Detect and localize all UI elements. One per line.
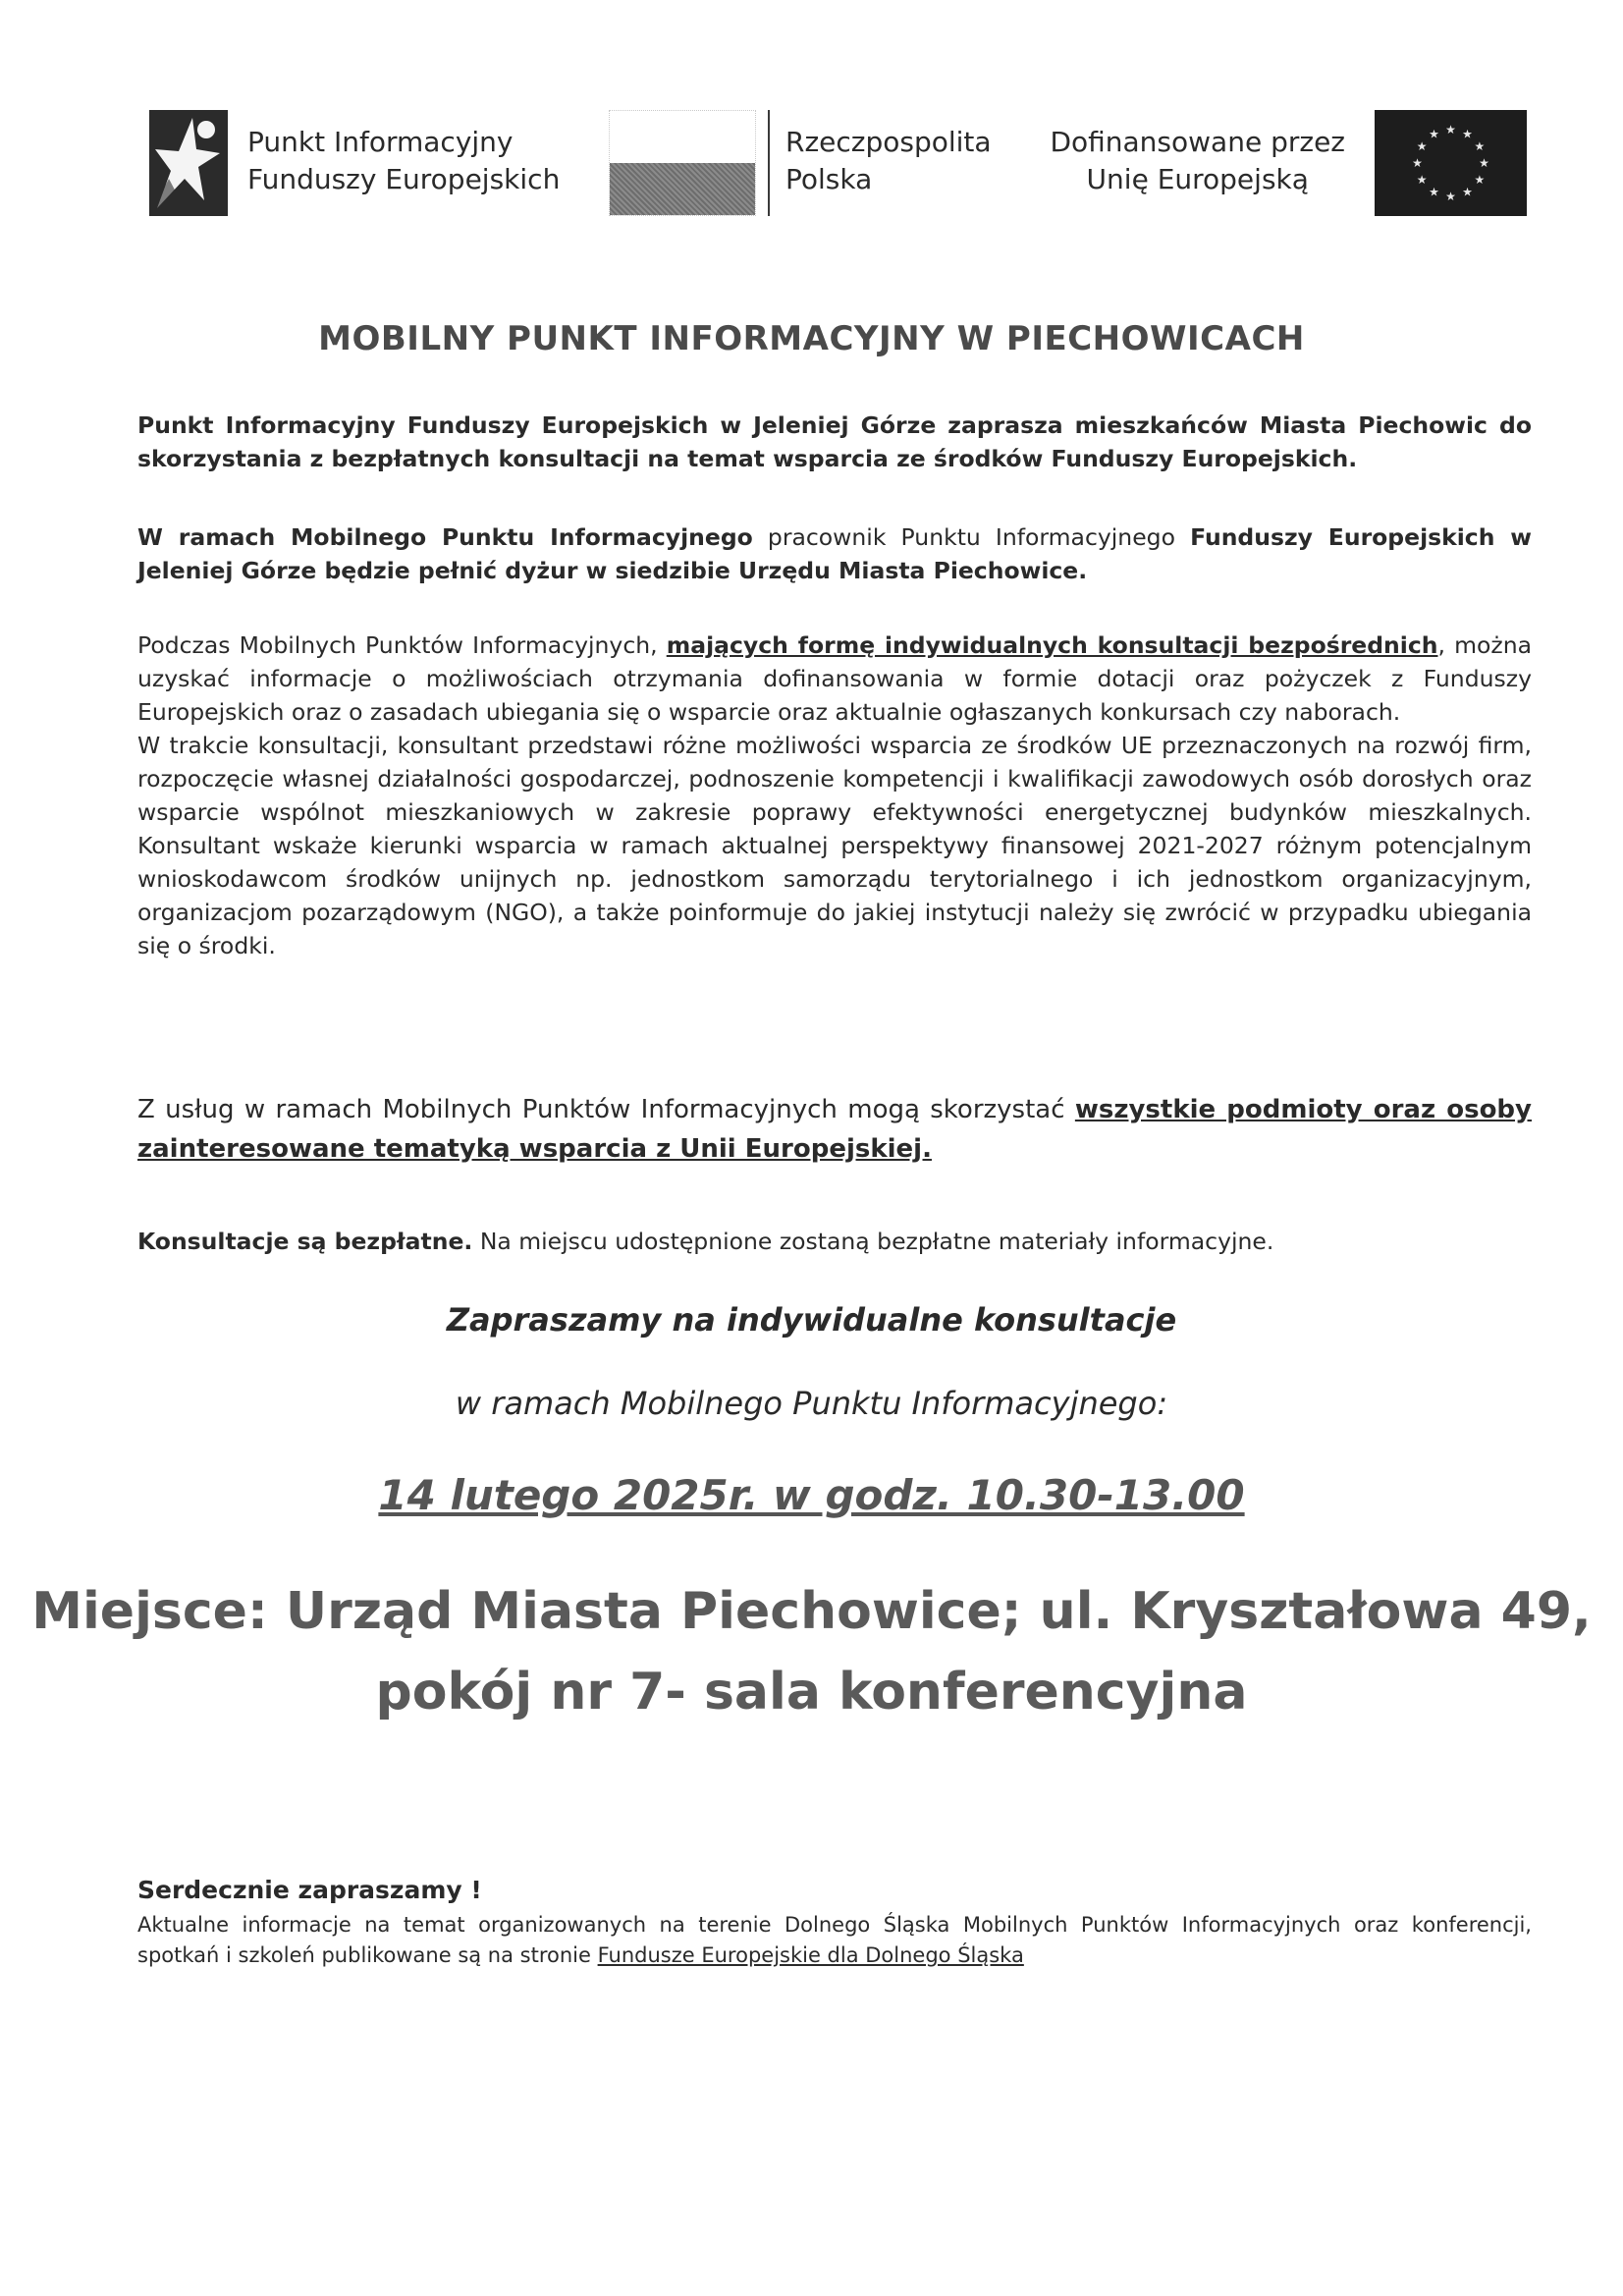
free-bold: Konsultacje są bezpłatne. (137, 1228, 473, 1255)
eu-star-icon: ★ (1429, 127, 1439, 141)
intro-bold: Punkt Informacyjny Funduszy Europejskich w Jeleniej Górze (137, 411, 937, 439)
event-place-line2: pokój nr 7- sala konferencyjna (375, 1663, 1248, 1722)
logo-divider (768, 110, 770, 216)
eu-star-icon: ★ (1479, 156, 1489, 170)
poland-logo-text (785, 124, 992, 198)
polish-flag-red-stripe (610, 163, 755, 215)
details-paragraph (137, 629, 1532, 962)
eu-star-icon: ★ (1445, 123, 1456, 137)
eligibility-underlined: wszystkie podmioty oraz osoby zainteresowane tematyką wsparcia z Unii Europejskiej. (137, 1095, 1532, 1164)
eu-star-icon: ★ (1462, 185, 1473, 199)
eu-star-icon: ★ (1416, 139, 1428, 153)
invite-line-1: Zapraszamy na indywidualne konsultacje (446, 1301, 1177, 1339)
details-text-1: Podczas Mobilnych Punktów Informacyjnych, (137, 631, 667, 659)
eu-flag-icon (1375, 110, 1527, 216)
eu-star-icon: ★ (1412, 156, 1423, 170)
polish-flag-icon (609, 110, 756, 216)
duty-bold-1: W ramach Mobilnego Punktu Informacyjnego (137, 523, 753, 551)
eu-logo-text (1050, 124, 1345, 198)
event-place (0, 1571, 1623, 1732)
eu-star-icon: ★ (1474, 173, 1486, 187)
event-date: 14 lutego 2025r. w godz. 10.30-13.00 (378, 1471, 1245, 1519)
poland-logo (609, 110, 1001, 218)
funds-logo-text (247, 124, 560, 198)
funds-star-icon (149, 110, 228, 216)
poland-logo-line1: Rzeczpospolita (785, 126, 992, 158)
details-text-4: W trakcie konsultacji, konsultant przedstawi różne możliwości wsparcia ze środków UE przeznaczonych na rozwój firm, rozpoczęcie własnej działalności gospodarczej, podnoszenie kompetencji i kwalifikacji zawodowych osób dorosłych oraz wsparcie wspólnot mieszkaniowych w zakresie poprawy efektywności energetycznej budynków mieszkalnych. Konsultant wskaże kierunki wsparcia w ramach aktualnej perspektywy finansowej 2021-2027 różnym potencjalnym wnioskodawcom środków unijnych np. jednostkom samorządu terytorialnego i ich jednostkom organizacyjnym, organizacjom pozarządowym (NGO), a także poinformuje do jakiej instytucji należy się zwrócić w przypadku ubiegania się o środki. (137, 732, 1532, 959)
eu-star-icon: ★ (1445, 190, 1456, 203)
event-place-line1: Miejsce: Urząd Miasta Piechowice; ul. Kryształowa 49, (31, 1582, 1592, 1641)
footer-text: Aktualne informacje na temat organizowanych na terenie Dolnego Śląska Mobilnych Punktów Informacyjnych oraz konferencji, spotkań i szkoleń publikowane są na stronie (137, 1913, 1532, 1967)
logo-bar (137, 110, 1532, 218)
free-paragraph (137, 1225, 1532, 1258)
free-text: Na miejscu udostępnione zostaną bezpłatne materiały informacyjne. (472, 1228, 1274, 1255)
duty-bold-2: Funduszy Europejskich w Jeleniej Górze będzie pełnić dyżur w siedzibie Urzędu Miasta Piechowice. (137, 523, 1532, 584)
closing-line: Serdecznie zapraszamy ! (137, 1876, 482, 1904)
eu-logo (1050, 110, 1527, 218)
poland-logo-line2: Polska (785, 163, 873, 195)
footer-paragraph (137, 1910, 1532, 1971)
details-underlined: mających formę indywidualnych konsultacji bezpośrednich (666, 631, 1438, 659)
details-text-3: , można uzyskać informacje o możliwościach otrzymania dofinansowania w formie dotacji oraz pożyczek z Funduszy Europejskich oraz o zasadach ubiegania się o wsparcie oraz aktualnie ogłaszanych konkursach czy naborach. (137, 631, 1533, 726)
intro-paragraph (137, 409, 1532, 475)
footer-link[interactable]: Fundusze Europejskie dla Dolnego Śląska (597, 1943, 1024, 1967)
funds-logo (149, 110, 581, 218)
eligibility-paragraph (137, 1090, 1532, 1169)
eu-star-icon: ★ (1462, 127, 1473, 141)
eu-logo-line2: Unię Europejską (1086, 163, 1309, 195)
eligibility-text: Z usług w ramach Mobilnych Punktów Informacyjnych mogą skorzystać (137, 1095, 1075, 1124)
invite-line-2: w ramach Mobilnego Punktu Informacyjnego: (455, 1385, 1168, 1422)
funds-logo-line1: Punkt Informacyjny (247, 126, 514, 158)
eu-logo-line1: Dofinansowane przez (1050, 126, 1345, 158)
duty-text: pracownik Punktu Informacyjnego (752, 523, 1191, 551)
eu-star-icon: ★ (1474, 139, 1486, 153)
duty-paragraph (137, 520, 1532, 587)
funds-logo-line2: Funduszy Europejskich (247, 163, 561, 195)
intro-text: zaprasza mieszkańców Miasta Piechowic do skorzystania z bezpłatnych konsultacji na temat wsparcia ze środków Funduszy Europejskich. (137, 411, 1532, 472)
eu-star-icon: ★ (1416, 173, 1428, 187)
document-title: MOBILNY PUNKT INFORMACYJNY W PIECHOWICACH (318, 319, 1305, 358)
eu-star-icon: ★ (1429, 185, 1439, 199)
